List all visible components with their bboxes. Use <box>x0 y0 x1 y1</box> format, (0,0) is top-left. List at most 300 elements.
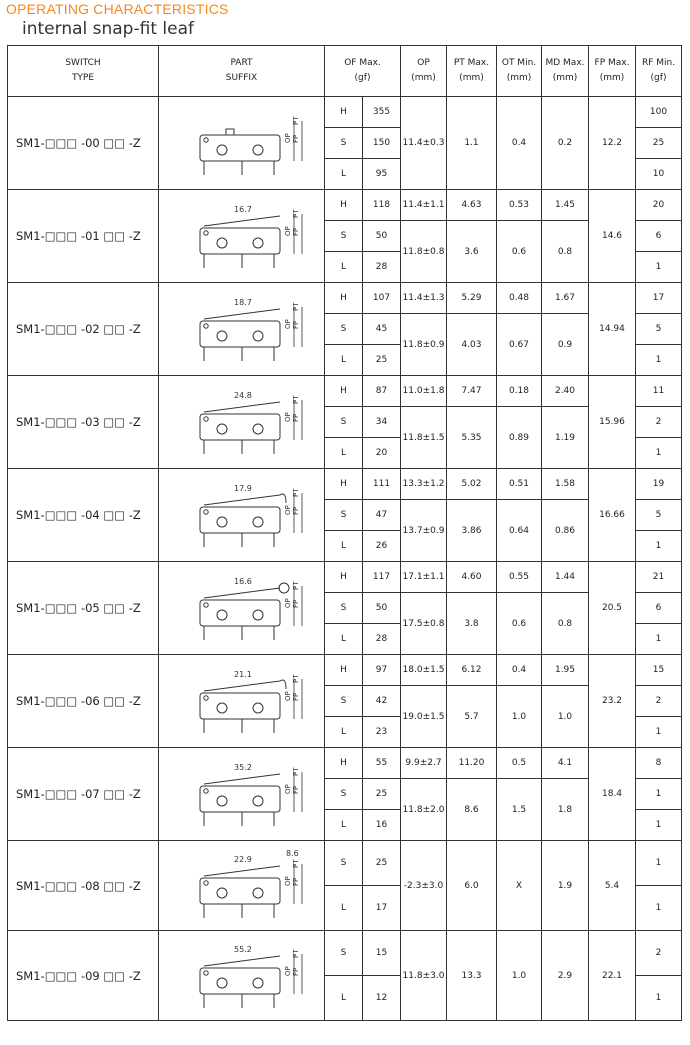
ot-cell: 0.51 <box>497 469 542 500</box>
of-max-cell: 23 <box>363 717 401 748</box>
md-cell: 1.8 <box>542 779 589 841</box>
rf-min-cell: 2 <box>636 686 682 717</box>
rf-min-cell: 17 <box>636 283 682 314</box>
lever-arm <box>204 774 280 784</box>
rf-min-cell: 1 <box>636 531 682 562</box>
dimension-fp-label: FP <box>291 877 300 886</box>
switch-body <box>200 878 280 904</box>
table-row <box>8 748 682 779</box>
force-level-cell: H <box>325 748 363 779</box>
dimension-pt-label: PT <box>291 395 300 404</box>
header-op: OP (mm) <box>401 46 447 97</box>
pt-cell: 3.8 <box>447 593 497 655</box>
pivot-point <box>203 880 207 884</box>
part-suffix-diagram-cell <box>159 283 325 376</box>
fp-max-cell: 5.4 <box>589 841 636 931</box>
dimension-pt-label: PT <box>291 488 300 497</box>
pivot-point <box>203 231 207 235</box>
dimension-fp-label: FP <box>291 967 300 976</box>
op-cell: 11.8±1.5 <box>401 407 447 469</box>
part-suffix-diagram-cell <box>159 190 325 283</box>
ot-cell: 0.48 <box>497 283 542 314</box>
of-max-cell: 26 <box>363 531 401 562</box>
pt-cell: 5.7 <box>447 686 497 748</box>
header-rf-min: RF Min. (gf) <box>636 46 682 97</box>
md-cell: 1.9 <box>542 841 589 931</box>
mounting-hole <box>217 331 227 341</box>
ot-cell: 1.0 <box>497 686 542 748</box>
dimension-op-label: OP <box>283 505 292 515</box>
ot-cell: 0.4 <box>497 655 542 686</box>
switch-body <box>200 600 280 626</box>
rf-min-cell: 100 <box>636 97 682 128</box>
switch-diagram <box>172 934 312 1018</box>
of-max-cell: 16 <box>363 810 401 841</box>
ot-cell: 0.4 <box>497 97 542 190</box>
rf-min-cell: 1 <box>636 841 682 886</box>
md-cell: 2.40 <box>542 376 589 407</box>
dimension-pt-label: PT <box>291 302 300 311</box>
force-level-cell: S <box>325 314 363 345</box>
rf-min-cell: 11 <box>636 376 682 407</box>
pt-cell: 11.20 <box>447 748 497 779</box>
dimension-op-label: OP <box>283 691 292 701</box>
table-row <box>8 376 682 407</box>
dimension-fp-label: FP <box>291 785 300 794</box>
switch-body <box>200 507 280 533</box>
dimension-fp-label: FP <box>291 506 300 515</box>
lever-length-label: 17.9 <box>233 484 252 493</box>
roller-lever-length-label: 8.6 <box>285 848 299 858</box>
force-level-cell: H <box>325 97 363 128</box>
force-level-cell: S <box>325 841 363 886</box>
md-cell: 1.19 <box>542 407 589 469</box>
pt-cell: 8.6 <box>447 779 497 841</box>
pt-cell: 6.12 <box>447 655 497 686</box>
of-max-cell: 50 <box>363 221 401 252</box>
rf-min-cell: 6 <box>636 593 682 624</box>
rf-min-cell: 5 <box>636 500 682 531</box>
pivot-point <box>203 789 207 793</box>
part-suffix-diagram-cell <box>159 562 325 655</box>
md-cell: 2.9 <box>542 931 589 1021</box>
fp-max-cell: 20.5 <box>589 562 636 655</box>
header-pt-max: PT Max. (mm) <box>447 46 497 97</box>
pt-cell: 3.86 <box>447 500 497 562</box>
dimension-fp-label: FP <box>291 692 300 701</box>
dimension-fp-label: FP <box>291 320 300 329</box>
force-level-cell: S <box>325 779 363 810</box>
ot-cell: 0.5 <box>497 748 542 779</box>
op-cell: 11.8±0.9 <box>401 314 447 376</box>
rf-min-cell: 10 <box>636 159 682 190</box>
of-max-cell: 25 <box>363 841 401 886</box>
rf-min-cell: 6 <box>636 221 682 252</box>
ot-cell: 0.89 <box>497 407 542 469</box>
dimension-op-label: OP <box>283 133 292 143</box>
pt-cell: 13.3 <box>447 931 497 1021</box>
dimension-fp-label: FP <box>291 599 300 608</box>
lever-arm <box>204 495 280 505</box>
header-fp-max: FP Max. (mm) <box>589 46 636 97</box>
rf-min-cell: 25 <box>636 128 682 159</box>
dimension-pt-label: PT <box>291 859 300 868</box>
dimension-op-label: OP <box>283 319 292 329</box>
dimension-pt-label: PT <box>291 581 300 590</box>
switch-diagram <box>172 659 312 743</box>
switch-type-cell: SM1-□□□ -08 □□ -Z <box>8 841 159 931</box>
mounting-hole <box>253 331 263 341</box>
dimension-pt-label: PT <box>291 767 300 776</box>
force-level-cell: L <box>325 252 363 283</box>
lever-bend <box>280 680 286 689</box>
of-max-cell: 42 <box>363 686 401 717</box>
force-level-cell: S <box>325 686 363 717</box>
md-cell: 0.86 <box>542 500 589 562</box>
dimension-op-label: OP <box>283 965 292 976</box>
fp-max-cell: 23.2 <box>589 655 636 748</box>
rf-min-cell: 20 <box>636 190 682 221</box>
switch-body <box>200 135 280 161</box>
mounting-hole <box>217 517 227 527</box>
pt-cell: 5.29 <box>447 283 497 314</box>
lever-arm <box>204 681 280 691</box>
page-subtitle: internal snap-fit leaf <box>22 19 194 39</box>
switch-diagram <box>172 380 312 464</box>
of-max-cell: 34 <box>363 407 401 438</box>
lever-length-label: 16.7 <box>233 205 252 214</box>
pivot-point <box>203 417 207 421</box>
lever-length-label: 21.1 <box>233 670 252 679</box>
switch-body <box>200 786 280 812</box>
rf-min-cell: 1 <box>636 717 682 748</box>
ot-cell: 0.6 <box>497 221 542 283</box>
md-cell: 0.2 <box>542 97 589 190</box>
of-max-cell: 28 <box>363 252 401 283</box>
op-cell: 9.9±2.7 <box>401 748 447 779</box>
of-max-cell: 97 <box>363 655 401 686</box>
op-cell: 11.4±1.3 <box>401 283 447 314</box>
part-suffix-diagram-cell <box>159 655 325 748</box>
md-cell: 1.44 <box>542 562 589 593</box>
ot-cell: 0.18 <box>497 376 542 407</box>
mounting-hole <box>217 978 227 988</box>
mounting-hole <box>217 610 227 620</box>
lever-arm <box>204 956 280 966</box>
dimension-op-label: OP <box>283 784 292 794</box>
dimension-pt-label: PT <box>291 116 300 125</box>
lever-length-label: 35.2 <box>233 763 252 772</box>
of-max-cell: 87 <box>363 376 401 407</box>
of-max-cell: 150 <box>363 128 401 159</box>
of-max-cell: 25 <box>363 779 401 810</box>
op-cell: -2.3±3.0 <box>401 841 447 931</box>
pt-cell: 5.35 <box>447 407 497 469</box>
force-level-cell: L <box>325 438 363 469</box>
md-cell: 1.45 <box>542 190 589 221</box>
ot-cell: 1.0 <box>497 931 542 1021</box>
rf-min-cell: 1 <box>636 976 682 1021</box>
pt-cell: 6.0 <box>447 841 497 931</box>
switch-diagram <box>172 287 312 371</box>
fp-max-cell: 12.2 <box>589 97 636 190</box>
plunger <box>226 129 234 135</box>
md-cell: 0.9 <box>542 314 589 376</box>
fp-max-cell: 15.96 <box>589 376 636 469</box>
op-cell: 17.1±1.1 <box>401 562 447 593</box>
force-level-cell: S <box>325 128 363 159</box>
switch-body <box>200 414 280 440</box>
of-max-cell: 107 <box>363 283 401 314</box>
rf-min-cell: 1 <box>636 252 682 283</box>
header-md-max: MD Max. (mm) <box>542 46 589 97</box>
table-row <box>8 655 682 686</box>
table-row <box>8 97 682 128</box>
table-row <box>8 283 682 314</box>
ot-cell: 1.5 <box>497 779 542 841</box>
dimension-fp-label: FP <box>291 134 300 143</box>
dimension-fp-label: FP <box>291 413 300 422</box>
switch-type-cell: SM1-□□□ -00 □□ -Z <box>8 97 159 190</box>
force-level-cell: L <box>325 531 363 562</box>
op-cell: 11.4±0.3 <box>401 97 447 190</box>
switch-body <box>200 693 280 719</box>
force-level-cell: H <box>325 469 363 500</box>
dimension-op-label: OP <box>283 598 292 608</box>
switch-diagram <box>172 101 312 185</box>
force-level-cell: L <box>325 345 363 376</box>
lever-arm <box>204 866 280 876</box>
ot-cell: 0.53 <box>497 190 542 221</box>
force-level-cell: H <box>325 283 363 314</box>
op-cell: 18.0±1.5 <box>401 655 447 686</box>
ot-cell: 0.6 <box>497 593 542 655</box>
force-level-cell: S <box>325 500 363 531</box>
mounting-hole <box>253 517 263 527</box>
rf-min-cell: 21 <box>636 562 682 593</box>
mounting-hole <box>253 145 263 155</box>
op-cell: 11.8±0.8 <box>401 221 447 283</box>
part-suffix-diagram-cell <box>159 748 325 841</box>
force-level-cell: L <box>325 624 363 655</box>
op-cell: 13.3±1.2 <box>401 469 447 500</box>
switch-type-cell: SM1-□□□ -04 □□ -Z <box>8 469 159 562</box>
mounting-hole <box>253 888 263 898</box>
op-cell: 11.8±3.0 <box>401 931 447 1021</box>
mounting-hole <box>217 145 227 155</box>
switch-type-cell: SM1-□□□ -05 □□ -Z <box>8 562 159 655</box>
force-level-cell: S <box>325 593 363 624</box>
page-title: OPERATING CHARACTERISTICS <box>6 1 229 17</box>
table-row <box>8 841 682 886</box>
mounting-hole <box>253 703 263 713</box>
mounting-hole <box>253 424 263 434</box>
dimension-pt-label: PT <box>291 209 300 218</box>
force-level-cell: L <box>325 976 363 1021</box>
pivot-point <box>203 603 207 607</box>
mounting-hole <box>217 424 227 434</box>
mounting-hole <box>253 610 263 620</box>
lever-length-label: 18.7 <box>233 298 252 307</box>
op-cell: 13.7±0.9 <box>401 500 447 562</box>
pt-cell: 7.47 <box>447 376 497 407</box>
md-cell: 1.67 <box>542 283 589 314</box>
ot-cell: 0.64 <box>497 500 542 562</box>
switch-type-cell: SM1-□□□ -07 □□ -Z <box>8 748 159 841</box>
dimension-fp-label: FP <box>291 227 300 236</box>
pt-cell: 3.6 <box>447 221 497 283</box>
header-of-max: OF Max. (gf) <box>325 46 401 97</box>
rf-min-cell: 2 <box>636 931 682 976</box>
force-level-cell: S <box>325 407 363 438</box>
of-max-cell: 50 <box>363 593 401 624</box>
of-max-cell: 45 <box>363 314 401 345</box>
of-max-cell: 118 <box>363 190 401 221</box>
rf-min-cell: 8 <box>636 748 682 779</box>
of-max-cell: 28 <box>363 624 401 655</box>
switch-body <box>200 228 280 254</box>
lever-length-label: 55.2 <box>233 944 252 954</box>
force-level-cell: L <box>325 717 363 748</box>
dimension-op-label: OP <box>283 875 292 886</box>
of-max-cell: 111 <box>363 469 401 500</box>
pivot-point <box>203 696 207 700</box>
md-cell: 1.95 <box>542 655 589 686</box>
mounting-hole <box>253 238 263 248</box>
header-switch-type: SWITCH TYPE <box>8 46 159 97</box>
header-row <box>8 46 682 97</box>
dimension-pt-label: PT <box>291 674 300 683</box>
rf-min-cell: 1 <box>636 886 682 931</box>
table-row <box>8 931 682 976</box>
md-cell: 4.1 <box>542 748 589 779</box>
switch-type-cell: SM1-□□□ -09 □□ -Z <box>8 931 159 1021</box>
dimension-op-label: OP <box>283 412 292 422</box>
op-cell: 17.5±0.8 <box>401 593 447 655</box>
table-row <box>8 562 682 593</box>
mounting-hole <box>217 888 227 898</box>
op-cell: 19.0±1.5 <box>401 686 447 748</box>
pivot-point <box>203 510 207 514</box>
ot-cell: 0.67 <box>497 314 542 376</box>
part-suffix-diagram-cell <box>159 841 325 931</box>
force-level-cell: L <box>325 886 363 931</box>
header-part-suffix: PART SUFFIX <box>159 46 325 97</box>
of-max-cell: 55 <box>363 748 401 779</box>
pivot-point <box>203 324 207 328</box>
lever-length-label: 24.8 <box>233 391 252 400</box>
rf-min-cell: 15 <box>636 655 682 686</box>
of-max-cell: 20 <box>363 438 401 469</box>
ot-cell: 0.55 <box>497 562 542 593</box>
of-max-cell: 17 <box>363 886 401 931</box>
operating-characteristics-table <box>7 45 682 1021</box>
md-cell: 0.8 <box>542 593 589 655</box>
rf-min-cell: 1 <box>636 810 682 841</box>
of-max-cell: 117 <box>363 562 401 593</box>
md-cell: 1.0 <box>542 686 589 748</box>
fp-max-cell: 16.66 <box>589 469 636 562</box>
pivot-point <box>203 970 207 974</box>
force-level-cell: L <box>325 810 363 841</box>
rf-min-cell: 1 <box>636 779 682 810</box>
pt-cell: 1.1 <box>447 97 497 190</box>
switch-type-cell: SM1-□□□ -01 □□ -Z <box>8 190 159 283</box>
switch-type-cell: SM1-□□□ -02 □□ -Z <box>8 283 159 376</box>
dimension-op-label: OP <box>283 226 292 236</box>
rf-min-cell: 19 <box>636 469 682 500</box>
switch-diagram <box>172 752 312 836</box>
lever-bend <box>280 494 286 503</box>
rf-min-cell: 1 <box>636 345 682 376</box>
header-ot-min: OT Min. (mm) <box>497 46 542 97</box>
pt-cell: 4.03 <box>447 314 497 376</box>
lever-length-label: 22.9 <box>233 854 252 864</box>
part-suffix-diagram-cell <box>159 376 325 469</box>
part-suffix-diagram-cell <box>159 469 325 562</box>
op-cell: 11.4±1.1 <box>401 190 447 221</box>
lever-arm <box>204 588 280 598</box>
pt-cell: 5.02 <box>447 469 497 500</box>
md-cell: 0.8 <box>542 221 589 283</box>
mounting-hole <box>217 238 227 248</box>
of-max-cell: 47 <box>363 500 401 531</box>
switch-diagram <box>172 194 312 278</box>
mounting-hole <box>217 796 227 806</box>
lever-arm <box>204 309 280 319</box>
of-max-cell: 355 <box>363 97 401 128</box>
rf-min-cell: 1 <box>636 438 682 469</box>
pivot-point <box>203 138 207 142</box>
lever-length-label: 16.6 <box>233 577 252 586</box>
fp-max-cell: 22.1 <box>589 931 636 1021</box>
rf-min-cell: 5 <box>636 314 682 345</box>
switch-diagram <box>172 844 312 928</box>
force-level-cell: L <box>325 159 363 190</box>
mounting-hole <box>253 978 263 988</box>
force-level-cell: H <box>325 655 363 686</box>
switch-type-cell: SM1-□□□ -03 □□ -Z <box>8 376 159 469</box>
force-level-cell: H <box>325 562 363 593</box>
op-cell: 11.8±2.0 <box>401 779 447 841</box>
switch-type-cell: SM1-□□□ -06 □□ -Z <box>8 655 159 748</box>
table-row <box>8 469 682 500</box>
md-cell: 1.58 <box>542 469 589 500</box>
force-level-cell: H <box>325 376 363 407</box>
force-level-cell: H <box>325 190 363 221</box>
op-cell: 11.0±1.8 <box>401 376 447 407</box>
pt-cell: 4.63 <box>447 190 497 221</box>
force-level-cell: S <box>325 221 363 252</box>
of-max-cell: 25 <box>363 345 401 376</box>
switch-body <box>200 321 280 347</box>
pt-cell: 4.60 <box>447 562 497 593</box>
mounting-hole <box>253 796 263 806</box>
ot-cell: X <box>497 841 542 931</box>
fp-max-cell: 18.4 <box>589 748 636 841</box>
rf-min-cell: 2 <box>636 407 682 438</box>
mounting-hole <box>217 703 227 713</box>
lever-arm <box>204 216 280 226</box>
of-max-cell: 12 <box>363 976 401 1021</box>
table-row <box>8 190 682 221</box>
of-max-cell: 15 <box>363 931 401 976</box>
rf-min-cell: 1 <box>636 624 682 655</box>
part-suffix-diagram-cell <box>159 931 325 1021</box>
dimension-pt-label: PT <box>291 949 300 958</box>
part-suffix-diagram-cell <box>159 97 325 190</box>
roller <box>279 583 289 593</box>
